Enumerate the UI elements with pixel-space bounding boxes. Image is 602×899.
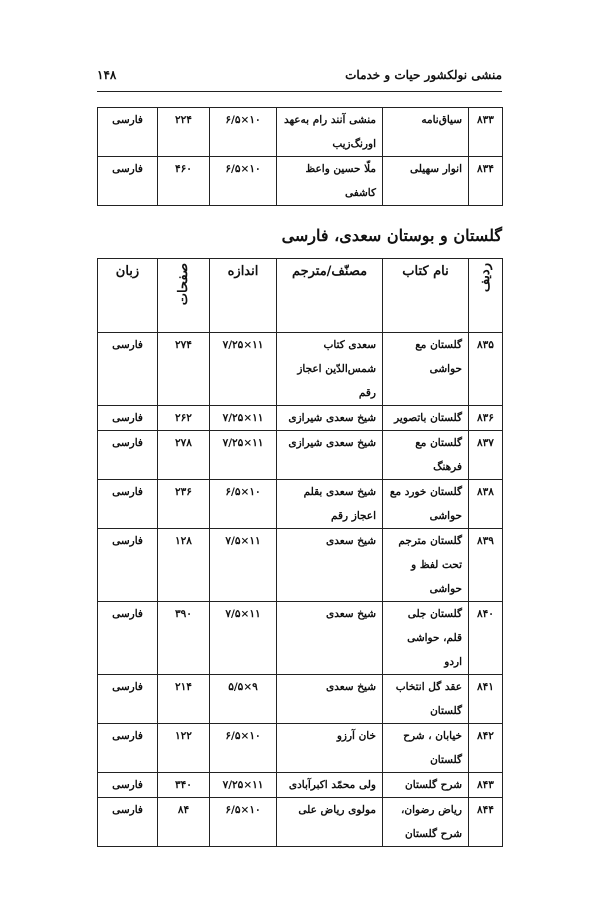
language: فارسی bbox=[98, 675, 158, 724]
author: شیخ سعدی شیرازی bbox=[277, 431, 383, 480]
row-number: ۸۴۴ bbox=[469, 798, 503, 847]
book-size: ۱۰×۶/۵ bbox=[210, 798, 277, 847]
header-pages: صفحات bbox=[158, 259, 210, 333]
table-row bbox=[98, 480, 503, 529]
book-title: گلستان مع فرهنگ bbox=[383, 431, 469, 480]
table-row bbox=[98, 431, 503, 480]
author: ملّا حسین واعظ کاشفی bbox=[277, 157, 383, 206]
language: فارسی bbox=[98, 798, 158, 847]
language: فارسی bbox=[98, 773, 158, 798]
row-number: ۸۳۹ bbox=[469, 529, 503, 602]
header-rule bbox=[97, 91, 502, 92]
page-count: ۳۹۰ bbox=[158, 602, 210, 675]
page-count: ۱۲۸ bbox=[158, 529, 210, 602]
language: فارسی bbox=[98, 108, 158, 157]
row-number: ۸۳۵ bbox=[469, 333, 503, 406]
running-head bbox=[97, 68, 502, 88]
book-title: انوار سهیلی bbox=[383, 157, 469, 206]
header-language: زبان bbox=[98, 259, 158, 333]
page-count: ۸۴ bbox=[158, 798, 210, 847]
page-count: ۳۴۰ bbox=[158, 773, 210, 798]
book-size: ۱۱×۷/۲۵ bbox=[210, 773, 277, 798]
header-row bbox=[98, 259, 503, 333]
page-count: ۲۶۲ bbox=[158, 406, 210, 431]
page-count: ۲۲۴ bbox=[158, 108, 210, 157]
table-row bbox=[98, 773, 503, 798]
book-title: گلستان مترجم تحت لفظ و حواشی bbox=[383, 529, 469, 602]
author: شیخ سعدی bbox=[277, 602, 383, 675]
book-title: عقد گل انتخاب گلستان bbox=[383, 675, 469, 724]
language: فارسی bbox=[98, 724, 158, 773]
page-count: ۲۷۴ bbox=[158, 333, 210, 406]
page-count: ۲۱۴ bbox=[158, 675, 210, 724]
author: شیخ سعدی بقلم اعجاز رقم bbox=[277, 480, 383, 529]
author: شیخ سعدی bbox=[277, 529, 383, 602]
table-row bbox=[98, 333, 503, 406]
author: مولوی ریاض علی bbox=[277, 798, 383, 847]
book-size: ۱۱×۷/۵ bbox=[210, 602, 277, 675]
table-row bbox=[98, 108, 503, 157]
table-row bbox=[98, 798, 503, 847]
language: فارسی bbox=[98, 529, 158, 602]
page-number: ۱۴۸ bbox=[97, 68, 117, 82]
book-size: ۱۰×۶/۵ bbox=[210, 157, 277, 206]
page-count: ۱۲۲ bbox=[158, 724, 210, 773]
section-heading: گلستان و بوستان سعدی، فارسی bbox=[281, 226, 502, 245]
table-row bbox=[98, 675, 503, 724]
language: فارسی bbox=[98, 157, 158, 206]
language: فارسی bbox=[98, 431, 158, 480]
book-title: سیاق‌نامه bbox=[383, 108, 469, 157]
table-row bbox=[98, 406, 503, 431]
author: شیخ سعدی شیرازی bbox=[277, 406, 383, 431]
book-title: ریاض رضوان، شرح گلستان bbox=[383, 798, 469, 847]
header-size: اندازه bbox=[210, 259, 277, 333]
language: فارسی bbox=[98, 406, 158, 431]
header-book-title: نام کتاب bbox=[383, 259, 469, 333]
row-number: ۸۴۰ bbox=[469, 602, 503, 675]
page-count: ۲۳۶ bbox=[158, 480, 210, 529]
book-size: ۱۰×۶/۵ bbox=[210, 480, 277, 529]
row-number: ۸۳۴ bbox=[469, 157, 503, 206]
row-number: ۸۴۳ bbox=[469, 773, 503, 798]
author: سعدی کتاب شمس‌الدّین اعجاز رقم bbox=[277, 333, 383, 406]
book-title: گلستان باتصویر bbox=[383, 406, 469, 431]
main-catalog-table bbox=[97, 258, 503, 847]
row-number: ۸۴۲ bbox=[469, 724, 503, 773]
page-count: ۲۷۸ bbox=[158, 431, 210, 480]
header-author: مصنّف/مترجم bbox=[277, 259, 383, 333]
running-title: منشی نولکشور حیات و خدمات bbox=[345, 68, 502, 82]
book-size: ۱۱×۷/۵ bbox=[210, 529, 277, 602]
book-size: ۱۱×۷/۲۵ bbox=[210, 333, 277, 406]
book-title: خیابان ، شرح گلستان bbox=[383, 724, 469, 773]
book-title: گلستان جلی قلم، حواشی اردو bbox=[383, 602, 469, 675]
language: فارسی bbox=[98, 333, 158, 406]
book-title: شرح گلستان bbox=[383, 773, 469, 798]
table-row bbox=[98, 529, 503, 602]
author: شیخ سعدی bbox=[277, 675, 383, 724]
top-catalog-table bbox=[97, 107, 503, 206]
book-title: گلستان مع حواشی bbox=[383, 333, 469, 406]
table-row bbox=[98, 724, 503, 773]
author: خان آرزو bbox=[277, 724, 383, 773]
author: منشی آنند رام به‌عهد اورنگ‌زیب bbox=[277, 108, 383, 157]
author: ولی محمّد اکبرآبادی bbox=[277, 773, 383, 798]
book-size: ۹×۵/۵ bbox=[210, 675, 277, 724]
row-number: ۸۳۸ bbox=[469, 480, 503, 529]
table-row bbox=[98, 157, 503, 206]
book-size: ۱۰×۶/۵ bbox=[210, 724, 277, 773]
book-size: ۱۱×۷/۲۵ bbox=[210, 406, 277, 431]
row-number: ۸۳۷ bbox=[469, 431, 503, 480]
language: فارسی bbox=[98, 602, 158, 675]
row-number: ۸۴۱ bbox=[469, 675, 503, 724]
page-count: ۴۶۰ bbox=[158, 157, 210, 206]
book-size: ۱۰×۶/۵ bbox=[210, 108, 277, 157]
header-row-number: ردیف bbox=[469, 259, 503, 333]
table-row bbox=[98, 602, 503, 675]
book-title: گلستان خورد مع حواشی bbox=[383, 480, 469, 529]
book-size: ۱۱×۷/۲۵ bbox=[210, 431, 277, 480]
row-number: ۸۳۳ bbox=[469, 108, 503, 157]
row-number: ۸۳۶ bbox=[469, 406, 503, 431]
language: فارسی bbox=[98, 480, 158, 529]
